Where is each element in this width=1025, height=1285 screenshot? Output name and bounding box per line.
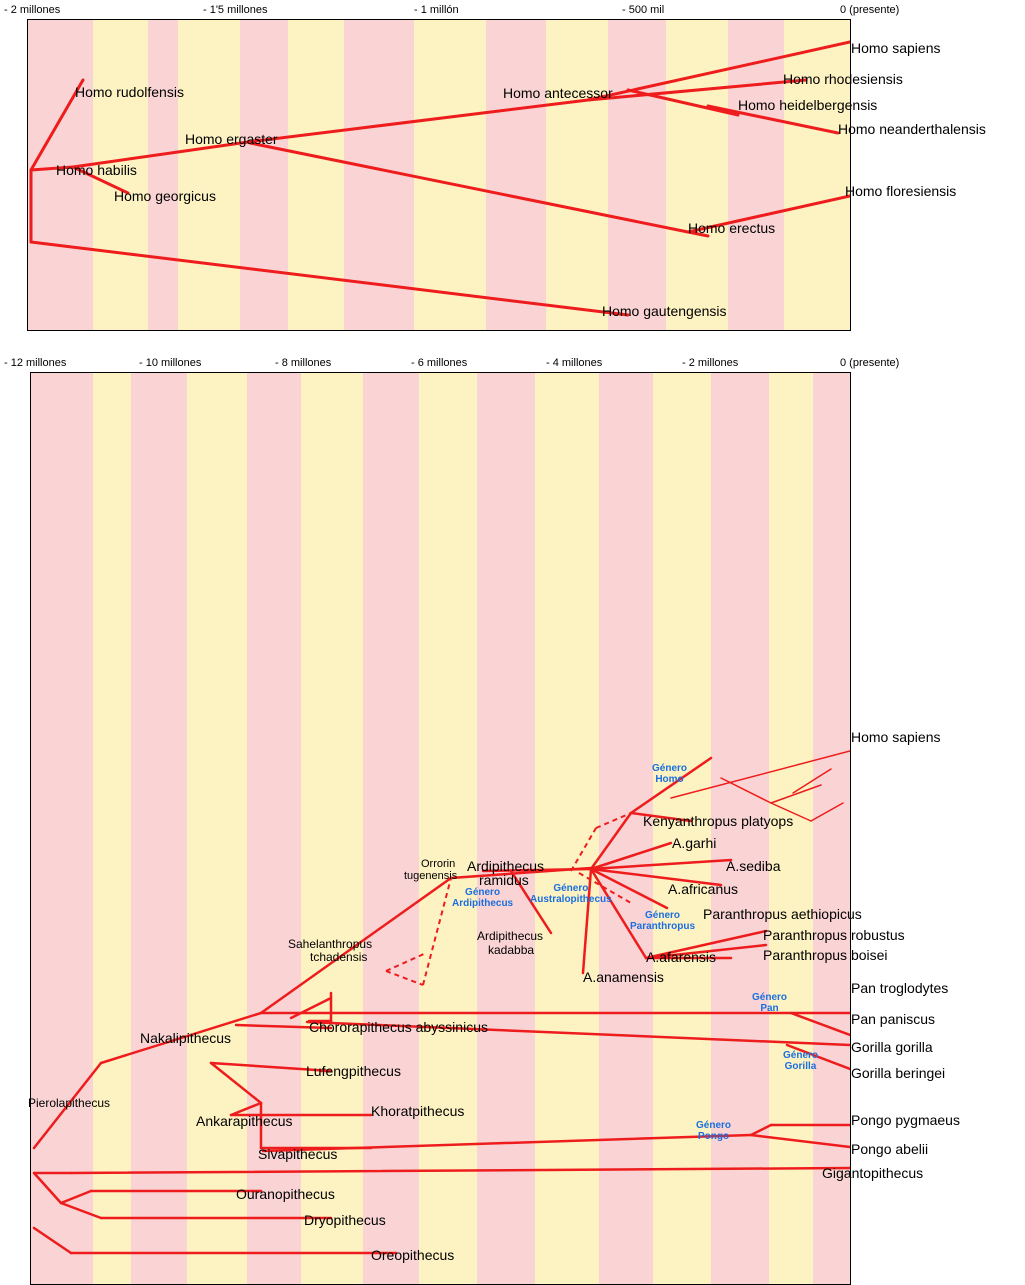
taxon-label: Gorilla gorilla: [851, 1039, 933, 1055]
taxon-label: Paranthropus aethiopicus: [703, 906, 862, 922]
taxon-label: Ardipithecus: [477, 929, 544, 943]
taxon-label: Lufengpithecus: [306, 1063, 401, 1079]
genus-label-line1: Género: [696, 1120, 732, 1131]
taxon-label: Sivapithecus: [258, 1146, 338, 1162]
genus-label-line1: Género: [783, 1050, 819, 1061]
taxon-label: Pan paniscus: [851, 1011, 936, 1027]
axis-tick-label: - 1 millón: [414, 4, 459, 16]
taxon-label: Homo neanderthalensis: [838, 121, 986, 137]
taxon-label: kadabba: [488, 943, 535, 957]
genus-label-paranthropus: [630, 910, 695, 932]
top-branch-lines: [28, 20, 850, 330]
taxon-label: Homo erectus: [688, 220, 776, 236]
taxon-label: Ardipithecus: [467, 858, 545, 874]
taxon-label: A.afarensis: [646, 949, 717, 965]
bottom-chart: [0, 350, 1025, 1263]
taxon-label: Paranthropus robustus: [763, 927, 905, 943]
genus-label-line1: Género: [465, 887, 501, 898]
taxon-label: tugenensis: [404, 870, 458, 882]
genus-label-line1: Género: [652, 763, 688, 774]
taxon-label: Kenyanthropus platyops: [643, 813, 794, 829]
taxon-label: Orrorin: [421, 858, 456, 870]
taxon-label: Nakalipithecus: [140, 1030, 232, 1046]
genus-label-gorilla: [783, 1050, 818, 1072]
taxon-label: Chororapithecus abyssinicus: [309, 1019, 488, 1035]
taxon-label: Gorilla beringei: [851, 1065, 946, 1081]
taxon-label: Pierolapithecus: [28, 1096, 111, 1110]
top-chart: [0, 0, 1025, 345]
genus-label-line2: Paranthropus: [630, 921, 696, 932]
axis-tick-label: - 12 millones: [4, 357, 67, 369]
taxon-label: Homo rhodesiensis: [783, 71, 903, 87]
genus-label-line1: Género: [752, 992, 788, 1003]
taxon-label: tchadensis: [310, 950, 368, 964]
axis-tick-label: - 500 mil: [622, 4, 665, 16]
genus-label-line2: Pan: [760, 1003, 779, 1014]
taxon-label: Homo ergaster: [185, 131, 278, 147]
taxon-label: ramidus: [479, 872, 529, 888]
genus-label-line2: Gorilla: [784, 1061, 817, 1072]
axis-tick-label: - 2 millones: [4, 4, 61, 16]
taxon-label: Pan troglodytes: [851, 980, 949, 996]
genus-label-homo: [652, 763, 687, 785]
taxon-label: Homo sapiens: [851, 40, 941, 56]
taxon-label: Homo rudolfensis: [75, 84, 184, 100]
genus-label-line2: Pongo: [697, 1131, 730, 1142]
taxon-label: Homo gautengensis: [602, 303, 727, 319]
taxon-label: Homo habilis: [56, 162, 137, 178]
taxon-label: Pongo abelii: [851, 1141, 929, 1157]
taxon-label: A.sediba: [726, 858, 781, 874]
taxon-label: Sahelanthropus: [288, 937, 373, 951]
axis-tick-label: - 2 millones: [682, 357, 739, 369]
genus-label-australopithecus: [530, 883, 612, 905]
axis-tick-label: 0 (presente): [840, 4, 900, 16]
taxon-label: A.africanus: [668, 881, 739, 897]
axis-tick-label: - 6 millones: [411, 357, 468, 369]
top-plot-area: [27, 19, 851, 331]
axis-tick-label: - 4 millones: [546, 357, 603, 369]
genus-label-ardipithecus: [452, 887, 513, 909]
taxon-label: A.garhi: [672, 835, 717, 851]
taxon-label: Khoratpithecus: [371, 1103, 465, 1119]
taxon-label: Dryopithecus: [304, 1212, 386, 1228]
taxon-label: Pongo pygmaeus: [851, 1112, 960, 1128]
taxon-label: Homo floresiensis: [845, 183, 957, 199]
axis-tick-label: - 10 millones: [139, 357, 202, 369]
genus-label-line1: Género: [553, 883, 589, 894]
axis-tick-label: 0 (presente): [840, 357, 900, 369]
taxon-label: Homo antecessor: [503, 85, 613, 101]
taxon-label: A.anamensis: [583, 969, 664, 985]
taxon-label: Oreopithecus: [371, 1247, 455, 1263]
genus-label-line2: Ardipithecus: [452, 898, 514, 909]
genus-label-line2: Australopithecus: [530, 894, 612, 905]
taxon-label: Homo georgicus: [114, 188, 216, 204]
genus-label-line2: Homo: [655, 774, 684, 785]
taxon-label: Homo sapiens: [851, 729, 941, 745]
taxon-label: Ankarapithecus: [196, 1113, 293, 1129]
taxon-label: Ouranopithecus: [236, 1186, 335, 1202]
axis-tick-label: - 1'5 millones: [203, 4, 268, 16]
genus-label-pan: [752, 992, 787, 1014]
taxon-label: Homo heidelbergensis: [738, 97, 878, 113]
genus-label-pongo: [696, 1120, 731, 1142]
taxon-label: Paranthropus boisei: [763, 947, 888, 963]
taxon-label: Gigantopithecus: [822, 1165, 924, 1181]
genus-label-line1: Género: [645, 910, 681, 921]
axis-tick-label: - 8 millones: [275, 357, 332, 369]
